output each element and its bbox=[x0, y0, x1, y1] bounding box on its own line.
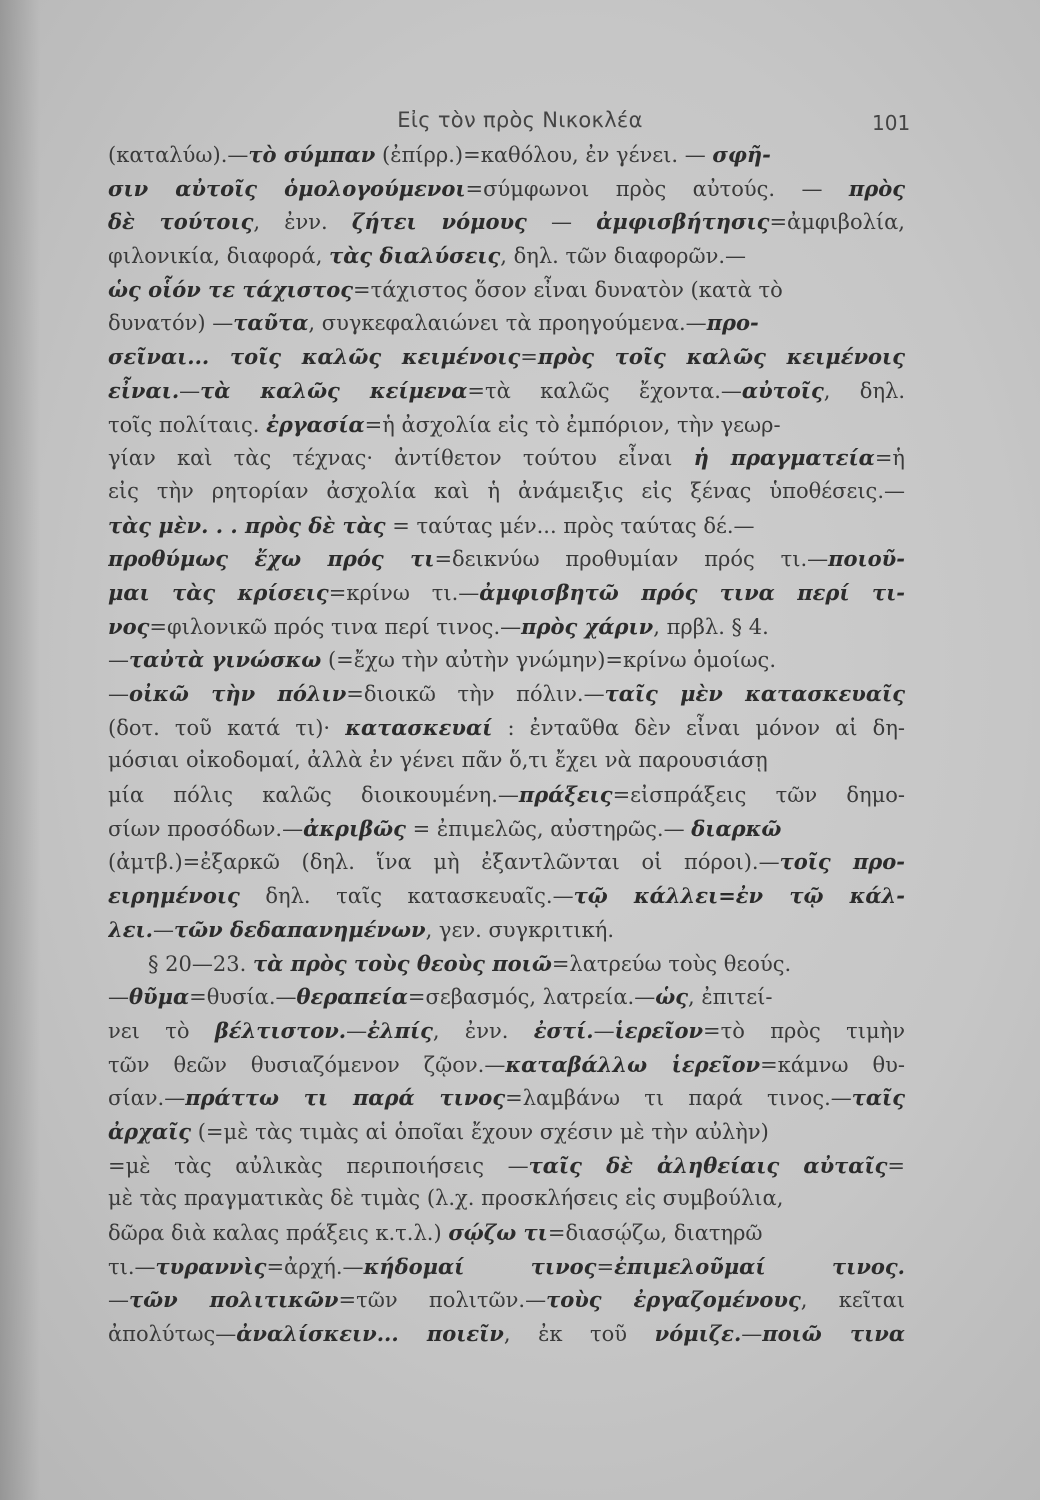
text-line bbox=[108, 947, 905, 981]
text-line bbox=[108, 1149, 905, 1183]
text-line bbox=[108, 845, 905, 879]
headword: εἶναι. bbox=[108, 377, 180, 403]
line-content bbox=[108, 778, 905, 812]
text-line bbox=[108, 913, 905, 947]
gloss-text: τι.— bbox=[108, 1254, 156, 1279]
gloss-text: ἀπολύτως— bbox=[108, 1322, 237, 1347]
gloss-text: =κρίνω τι.— bbox=[328, 580, 480, 605]
gloss-text: =ἀμφιβολία, bbox=[769, 210, 905, 235]
text-line bbox=[108, 980, 905, 1014]
headword: πρὸς χάριν bbox=[521, 613, 654, 639]
text-line bbox=[108, 1182, 905, 1216]
gloss-text: μὲ τὰς πραγματικὰς δὲ τιμὰς (λ.χ. προσκλήσεις εἰς συμβούλια, bbox=[108, 1186, 784, 1211]
gloss-text: γίαν καὶ τὰς τέχνας· ἀντίθετον τούτου εἶναι bbox=[108, 446, 694, 471]
headword: σφῆ- bbox=[712, 142, 771, 167]
text-line bbox=[108, 1317, 905, 1351]
gloss-text: =κάμνω θυ- bbox=[760, 1052, 905, 1077]
gloss-text: =σύμφωνοι πρὸς αὐτούς. — bbox=[465, 176, 849, 201]
text-line bbox=[108, 205, 905, 239]
gloss-text: § 20—23. bbox=[148, 951, 253, 976]
headword: νος bbox=[108, 613, 150, 639]
gloss-text: =φιλονικῶ πρός τινα περί τινος.— bbox=[149, 614, 522, 639]
text-line bbox=[108, 1250, 905, 1284]
gloss-text: (=μὲ τὰς τιμὰς αἱ ὁποῖαι ἔχουν σχέσιν μὲ τὴν αὐλὴν) bbox=[191, 1119, 769, 1144]
gloss-text: : ἐνταῦθα δὲν εἶναι μόνον αἱ δη- bbox=[492, 715, 905, 740]
line-content bbox=[108, 1182, 783, 1216]
line-content bbox=[108, 1115, 769, 1149]
line-content bbox=[108, 441, 905, 475]
gloss-text: , ἐπιτεί- bbox=[688, 985, 773, 1010]
gloss-text: τῶν θεῶν θυσιαζόμενον ζῷον.— bbox=[108, 1052, 506, 1077]
headword: ποιοῦ- bbox=[828, 546, 905, 572]
line-content bbox=[108, 273, 783, 307]
headword: ἀμφισβητῶ πρός τινα περί τι- bbox=[479, 579, 905, 605]
text-line bbox=[108, 1115, 905, 1149]
headword: κήδομαί τινος bbox=[363, 1253, 597, 1279]
gloss-text: = bbox=[887, 1153, 905, 1178]
headword: οἰκῶ τὴν πόλιν bbox=[129, 681, 347, 706]
headword: τὰ καλῶς κείμενα bbox=[200, 377, 468, 403]
gloss-text: δῶρα διὰ καλας πράξεις κ.τ.λ.) bbox=[108, 1221, 449, 1245]
headword: βέλτιστον. bbox=[214, 1017, 347, 1043]
gloss-text: =λατρεύω τοὺς θεούς. bbox=[551, 951, 792, 976]
gloss-text: , κεῖται bbox=[800, 1288, 905, 1313]
line-content bbox=[108, 1014, 905, 1048]
line-content bbox=[108, 542, 905, 576]
text-line bbox=[108, 475, 905, 509]
line-content bbox=[108, 475, 905, 509]
line-content bbox=[108, 845, 905, 879]
text-line bbox=[108, 374, 905, 408]
line-content bbox=[108, 374, 905, 408]
line-content bbox=[108, 138, 771, 172]
gloss-text: (δοτ. τοῦ κατά τι)· bbox=[108, 715, 346, 740]
gloss-text: , δηλ. τῶν διαφορῶν.— bbox=[500, 244, 747, 269]
line-content bbox=[108, 1283, 905, 1317]
text-line bbox=[108, 576, 905, 610]
text-line bbox=[108, 1081, 905, 1115]
text-line bbox=[108, 643, 905, 677]
gloss-text: =διοικῶ τὴν πόλιν.— bbox=[346, 682, 605, 706]
gloss-text: μία πόλις καλῶς διοικουμένη.— bbox=[108, 783, 519, 808]
running-title: Εἰς τὸν πρὸς Νικοκλέα bbox=[397, 108, 643, 132]
headword: ταῖς bbox=[851, 1085, 905, 1111]
gloss-text: =ἡ bbox=[874, 446, 905, 471]
line-content bbox=[108, 643, 776, 677]
gloss-text: =τὰ καλῶς ἔχοντα.— bbox=[467, 378, 742, 403]
text-line bbox=[108, 542, 905, 576]
gloss-text: (καταλύω).— bbox=[108, 143, 249, 167]
headword: σῴζω τι bbox=[448, 1220, 548, 1245]
gloss-text: = bbox=[520, 345, 538, 370]
text-line bbox=[108, 610, 905, 644]
text-line bbox=[108, 677, 905, 711]
headword: ζήτει νόμους bbox=[351, 209, 527, 235]
line-content bbox=[108, 340, 905, 374]
line-content bbox=[108, 610, 769, 644]
text-line bbox=[108, 172, 905, 206]
headword: ἐπιμελοῦμαί τινος. bbox=[614, 1253, 905, 1279]
gloss-text: = ἐπιμελῶς, αὐστηρῶς.— bbox=[405, 816, 692, 841]
gloss-text: =διασῴζω, διατηρῶ bbox=[547, 1221, 763, 1245]
gloss-text: =δεικνύω προθυμίαν πρός τι.— bbox=[434, 547, 829, 572]
text-line bbox=[108, 239, 905, 273]
gloss-text: σίων προσόδων.— bbox=[108, 816, 304, 841]
paragraph bbox=[108, 138, 905, 947]
headword: τῷ κάλλει=ἐν τῷ κάλ- bbox=[573, 883, 905, 909]
gloss-text: — bbox=[593, 1018, 615, 1043]
headword: ταῦτα bbox=[233, 310, 309, 336]
headword: ἀναλίσκειν... ποιεῖν bbox=[236, 1321, 504, 1347]
headword: ταῖς μὲν κατασκευαῖς bbox=[604, 681, 905, 706]
headword: λει. bbox=[108, 916, 153, 942]
gloss-text: — bbox=[108, 985, 129, 1010]
paragraph bbox=[108, 947, 905, 1351]
text-line bbox=[108, 441, 905, 475]
gloss-text: φιλονικία, διαφορά, bbox=[108, 244, 330, 269]
page-number: 101 bbox=[872, 111, 911, 135]
line-content bbox=[108, 1317, 905, 1351]
gloss-text: =ἀρχή.— bbox=[266, 1254, 364, 1279]
headword: τῶν δεδαπανημένων bbox=[173, 916, 426, 942]
line-content bbox=[108, 1048, 905, 1082]
text-line bbox=[108, 1216, 905, 1250]
line-content bbox=[108, 677, 905, 711]
gloss-text: — bbox=[179, 378, 201, 403]
gloss-text: =λαμβάνω τι παρά τινος.— bbox=[505, 1086, 852, 1111]
text-line bbox=[108, 1014, 905, 1048]
text-line bbox=[108, 879, 905, 913]
text-line bbox=[108, 408, 905, 442]
gloss-text: =θυσία.— bbox=[189, 985, 297, 1010]
headword: ὡς bbox=[655, 984, 688, 1010]
line-content bbox=[108, 509, 755, 543]
gloss-text: =τὸ πρὸς τιμὴν bbox=[703, 1018, 905, 1043]
gloss-text: — bbox=[108, 648, 129, 673]
gloss-text: — bbox=[346, 1018, 368, 1043]
gloss-text: , πρβλ. § 4. bbox=[653, 614, 769, 639]
gloss-text: εἰς τὴν ρητορίαν ἀσχολία καὶ ἡ ἀνάμειξις εἰς ξένας ὑποθέσεις.— bbox=[108, 478, 905, 503]
headword: σιν αὐτοῖς ὁμολογούμενοι bbox=[108, 175, 466, 201]
gloss-text: = bbox=[596, 1254, 615, 1279]
headword: ἐργασία bbox=[266, 411, 365, 437]
text-line bbox=[108, 1048, 905, 1082]
gloss-text: — bbox=[108, 1288, 129, 1313]
headword: μαι τὰς κρίσεις bbox=[108, 579, 329, 605]
text-line bbox=[108, 711, 905, 745]
headword: ἐλπίς bbox=[367, 1017, 433, 1043]
line-content bbox=[108, 1149, 905, 1183]
headword: ταὐτὰ γινώσκω bbox=[129, 647, 322, 673]
headword: ἀκριβῶς bbox=[303, 815, 406, 841]
headword: καταβάλλω ἱερεῖον bbox=[505, 1051, 761, 1077]
headword: τοῖς προ- bbox=[779, 849, 905, 875]
gloss-text: , ἐνν. bbox=[432, 1018, 534, 1043]
headword: νόμιζε. bbox=[654, 1321, 742, 1347]
gloss-text: δυνατόν) — bbox=[108, 311, 234, 336]
headword: ἐστί. bbox=[533, 1017, 594, 1043]
commentary-text bbox=[108, 138, 905, 1351]
headword: σεῖναι... τοῖς καλῶς κειμένοις bbox=[108, 344, 521, 370]
headword: τὰς διαλύσεις bbox=[329, 243, 501, 269]
line-content bbox=[108, 1081, 905, 1115]
gloss-text: νει τὸ bbox=[108, 1018, 215, 1043]
gloss-text: (=ἔχω τὴν αὐτὴν γνώμην)=κρίνω ὁμοίως. bbox=[321, 648, 776, 673]
headword: ἀρχαῖς bbox=[108, 1118, 192, 1144]
line-content bbox=[108, 879, 905, 913]
headword: ὡς οἷόν τε τάχιστος bbox=[108, 276, 354, 302]
headword: διαρκῶ bbox=[691, 815, 782, 841]
headword: προ- bbox=[706, 310, 759, 336]
text-line bbox=[108, 744, 905, 778]
gloss-text: δηλ. ταῖς κατασκευαῖς.— bbox=[239, 884, 574, 909]
headword: ἡ πραγματεία bbox=[693, 445, 875, 471]
headword: τὸ σύμπαν bbox=[248, 142, 376, 167]
line-content bbox=[108, 812, 781, 846]
gloss-text: (ἀμτβ.)=ἐξαρκῶ (δηλ. ἵνα μὴ ἐξαντλῶνται οἱ πόροι).— bbox=[108, 850, 780, 875]
headword: τὰς μὲν. . . πρὸς δὲ τὰς bbox=[108, 512, 386, 538]
line-content bbox=[108, 744, 768, 778]
line-content bbox=[108, 913, 614, 947]
gloss-text: — bbox=[108, 682, 129, 706]
gloss-text: — bbox=[526, 210, 597, 235]
headword: δὲ τούτοις bbox=[108, 209, 254, 235]
text-line bbox=[108, 306, 905, 340]
line-content bbox=[108, 1216, 763, 1250]
text-line bbox=[108, 138, 905, 172]
text-line bbox=[108, 812, 905, 846]
headword: ταῖς δὲ ἀληθείαις αὐταῖς bbox=[528, 1152, 888, 1178]
gloss-text: (ἐπίρρ.)=καθόλου, ἐν γένει. — bbox=[375, 143, 713, 167]
gloss-text: , ἐνν. bbox=[253, 210, 352, 235]
text-line bbox=[108, 273, 905, 307]
headword: τυραννὶς bbox=[155, 1253, 267, 1279]
headword: προθύμως ἔχω πρός τι bbox=[108, 546, 435, 572]
headword: κατασκευαί bbox=[345, 714, 493, 740]
headword: πράξεις bbox=[518, 782, 613, 808]
text-line bbox=[108, 778, 905, 812]
gloss-text: , γεν. συγκριτική. bbox=[425, 917, 615, 942]
line-content bbox=[148, 947, 791, 981]
line-content bbox=[108, 980, 772, 1014]
gloss-text: =σεβασμός, λατρεία.— bbox=[407, 985, 656, 1010]
gloss-text: =μὲ τὰς αὐλικὰς περιποιήσεις — bbox=[108, 1153, 529, 1178]
line-content bbox=[108, 1250, 905, 1284]
gloss-text: — bbox=[741, 1322, 763, 1347]
line-content bbox=[108, 711, 905, 745]
gloss-text: τοῖς πολίταις. bbox=[108, 412, 267, 437]
gloss-text: — bbox=[152, 917, 174, 942]
line-content bbox=[108, 306, 759, 340]
gloss-text: =ἡ ἀσχολία εἰς τὸ ἐμπόριον, τὴν γεωρ- bbox=[364, 412, 781, 437]
gloss-text: μόσιαι οἰκοδομαί, ἀλλὰ ἐν γένει πᾶν ὅ,τι ἔχει νὰ παρουσιάσῃ bbox=[108, 748, 768, 773]
gloss-text: , συγκεφαλαιώνει τὰ προηγούμενα.— bbox=[308, 311, 707, 336]
text-line bbox=[108, 509, 905, 543]
line-content bbox=[108, 205, 905, 239]
line-content bbox=[108, 408, 781, 442]
headword: τοὺς ἐργαζομένους bbox=[546, 1287, 801, 1313]
line-content bbox=[108, 172, 905, 206]
gloss-text: , ἐκ τοῦ bbox=[503, 1322, 655, 1347]
headword: πρὸς τοῖς καλῶς κειμένοις bbox=[537, 344, 905, 370]
text-line bbox=[108, 340, 905, 374]
headword: ειρημένοις bbox=[108, 883, 240, 909]
headword: πράττω τι παρά τινος bbox=[185, 1085, 506, 1111]
headword: πρὸς bbox=[848, 175, 905, 201]
gloss-text: , δηλ. bbox=[823, 378, 905, 403]
headword: θῦμα bbox=[129, 984, 190, 1010]
headword: θεραπεία bbox=[296, 984, 408, 1010]
text-line bbox=[108, 1283, 905, 1317]
line-content bbox=[108, 576, 905, 610]
line-content bbox=[108, 239, 746, 273]
headword: τῶν πολιτικῶν bbox=[129, 1287, 339, 1313]
headword: ἱερεῖον bbox=[614, 1017, 704, 1043]
gloss-text: =τῶν πολιτῶν.— bbox=[338, 1288, 547, 1313]
headword: ἀμφισβήτησις bbox=[596, 209, 770, 235]
running-head bbox=[0, 105, 1040, 135]
gloss-text: = ταύτας μέν... πρὸς ταύτας δέ.— bbox=[385, 513, 755, 538]
headword: ποιῶ τινα bbox=[762, 1321, 905, 1347]
gloss-text: σίαν.— bbox=[108, 1086, 186, 1111]
headword: αὐτοῖς bbox=[741, 377, 824, 403]
scan-edge-shadow bbox=[0, 0, 40, 1500]
gloss-text: =εἰσπράξεις τῶν δημο- bbox=[612, 783, 905, 808]
headword: τὰ πρὸς τοὺς θεοὺς ποιῶ bbox=[252, 950, 552, 976]
gloss-text: =τάχιστος ὅσον εἶναι δυνατὸν (κατὰ τὸ bbox=[353, 277, 783, 302]
